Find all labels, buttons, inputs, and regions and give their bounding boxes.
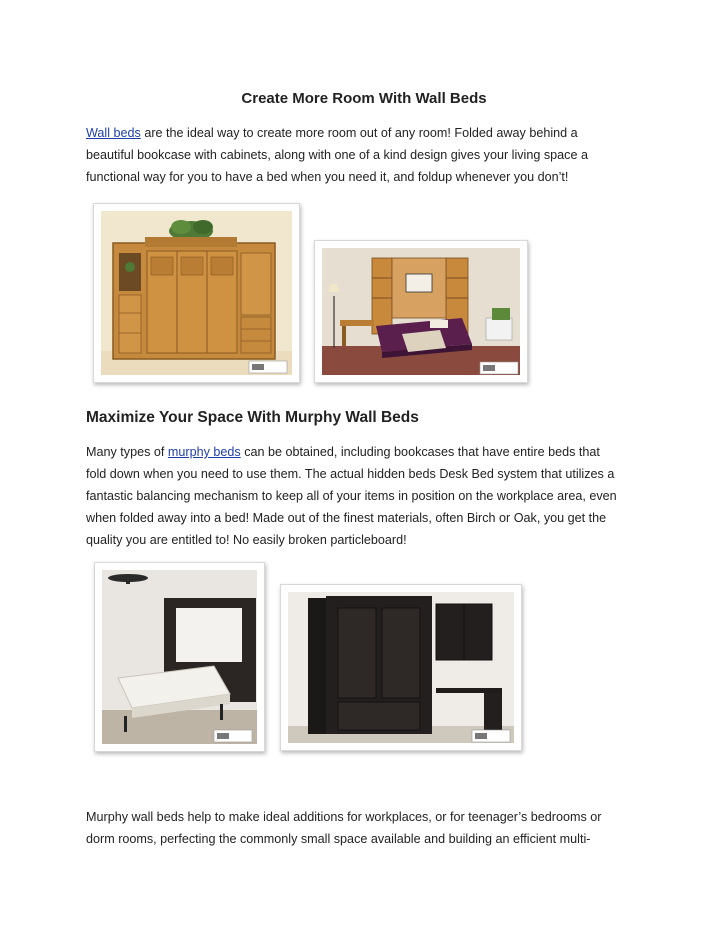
section2-line-1-pre: Many types of — [86, 445, 168, 459]
murphy-beds-link[interactable]: murphy beds — [167, 445, 241, 459]
section2-line-3: fantastic balancing mechanism to keep all of your items in position on the workplace area, even — [86, 489, 617, 503]
section2-paragraph — [86, 441, 656, 551]
oak-wall-bed-photo — [93, 203, 300, 383]
bedroom-murphy-bed-photo — [314, 240, 528, 383]
closing-paragraph — [86, 806, 656, 850]
closing-line-1: Murphy wall beds help to make ideal additions for workplaces, or for teenager’s bedrooms or — [86, 810, 602, 824]
section2-line-2: fold down when you need to use them. The actual hidden beds Desk Bed system that utilizes a — [86, 467, 615, 481]
black-cabinet-desk-photo — [280, 584, 522, 751]
intro-line-1-text: are the ideal way to create more room out of any room! Folded away behind a — [140, 126, 578, 140]
section2-line-1 — [86, 441, 656, 463]
wall-beds-link[interactable]: Wall beds — [86, 126, 141, 140]
white-murphy-bed-image — [102, 570, 257, 744]
section2-line-1-text: can be obtained, including bookcases that have entire beds that — [240, 445, 600, 459]
oak-wall-bed-image — [101, 211, 292, 375]
section2-line-4: when folded away into a bed! Made out of the finest materials, often Birch or Oak, you get the — [86, 511, 607, 525]
closing-line-2: dorm rooms, perfecting the commonly small space available and building an efficient multi- — [86, 832, 591, 846]
intro-paragraph — [86, 122, 656, 188]
page-title: Create More Room With Wall Beds — [241, 90, 487, 107]
intro-line-2: beautiful bookcase with cabinets, along with one of a kind design gives your living space a — [86, 148, 588, 162]
bedroom-murphy-bed-image — [322, 248, 520, 375]
white-murphy-bed-photo — [94, 562, 265, 752]
intro-line-1 — [86, 122, 656, 144]
intro-line-3: functional way for you to have a bed when you need it, and foldup whenever you don’t! — [86, 170, 569, 184]
section2-line-5: quality you are entitled to! No easily broken particleboard! — [86, 533, 407, 547]
section-heading-murphy: Maximize Your Space With Murphy Wall Beds — [86, 409, 419, 426]
black-cabinet-desk-image — [288, 592, 514, 743]
